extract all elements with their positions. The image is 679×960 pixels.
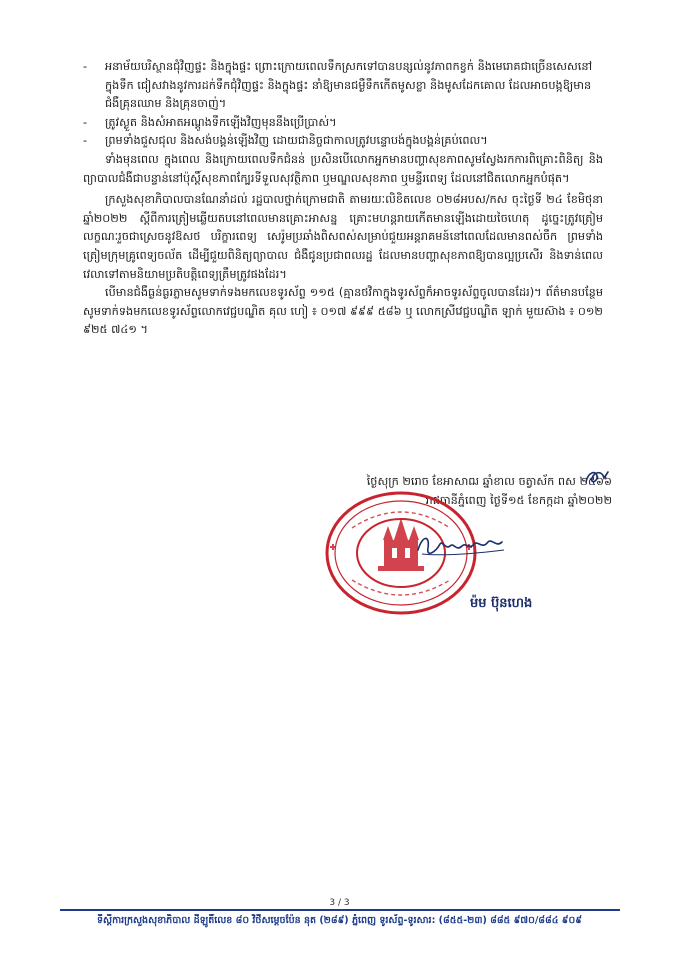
page-number: 3 / 3: [329, 898, 350, 908]
signer-name: ម៉ម ប៊ុនហេង: [470, 596, 533, 611]
bullet-text: ព្រមទាំងជួសជុល និងសង់បង្គន់ឡើងវិញ ដោយជានិច្ចជាកាលត្រូវបន្ទោបង់ក្នុងបង្គន់គ្រប់ពេល។: [105, 134, 488, 148]
initial-mark: [582, 466, 612, 488]
handwritten-signature: [412, 528, 512, 564]
bullet-item: [83, 132, 603, 151]
bullet-dash: -: [83, 115, 88, 129]
paragraph-flood-health: ទាំងមុនពេល ក្នុងពេល និងក្រោយពេលទឹកជំនន់ ប្រសិនបើលោកអ្នកមានបញ្ហាសុខភាពសូមស្វែងរកការពិគ្រោះពិនិត្យ និង ព្យាបាលជំងឺជាបន្ទាន់នៅប៉ុស្តិ៍សុខភាពក្បែរទីទួលសុវត្ថិភាព ឬមណ្ឌលសុខភាព ឬមន្ទីរពេទ្យ ដែលនៅជិតលោកអ្នកបំផុត។: [83, 152, 603, 185]
bullet-item: [83, 114, 603, 133]
bullet-item: [83, 58, 603, 114]
paragraph-ministry-guidance: ក្រសួងសុខាភិបាលបានណែនាំដល់ រដ្ឋបាលថ្នាក់ក្រោមជាតិ តាមរយៈលិខិតលេខ ០២៨អបស/កស ចុះថ្ងៃទី ២៤ ខែមិថុនា ឆ្នាំ២០២២ ស្ដីពីការត្រៀមឆ្លើយតបនៅពេលមានគ្រោះអាសន្ន គ្រោះមហន្តរាយកើតមានឡើងដោយចៃហេតុ ដូច្នេះត្រូវត្រៀមលក្ខណៈរួចជាស្រេចនូវឱសថ បរិក្ខារពេទ្យ សេរ៉ូមប្រឆាំងពិសពស់សម្រាប់ជួយអន្តរាគមន៍នៅពេលដែលមានពស់ចឹក ព្រមទាំងត្រៀមក្រុមគ្រូពេទ្យចល័ត ដើម្បីជួយពិនិត្យព្យាបាល ជំងឺជូនប្រជាពលរដ្ឋ ដែលមានបញ្ហាសុខភាពឱ្យបានល្អប្រសើរ និងទាន់ពេលវេលាទៅតាមនិយាមប្រតិបត្តិពេទ្យត្រឹមត្រូវផងដែរ។: [83, 193, 603, 281]
solar-date: រាជធានីភ្នំពេញ ថ្ងៃទី១៥ ខែកក្កដា ឆ្នាំ២០២២: [425, 494, 612, 507]
bullet-text: ត្រូវស្ងួត និងសំអាតអណ្ដូងទឹកឡើងវិញមុននឹងប្រើប្រាស់។: [105, 115, 337, 129]
bullet-dash: -: [83, 134, 88, 148]
footer-address: ទីស្ដីការក្រសួងសុខាភិបាល ដីឡូតិ៍លេខ ៨០ វិថីសម្ដេចប៉ែន នុត (២៨៩) ភ្នំពេញ ទូរស័ព្ទ-ទូរសារ: (៨៥៥-២៣) ៨៨៥ ៩៧០/៨៨៤ ៩០៩: [97, 915, 582, 926]
bullet-text: អនាម័យបរិស្ថានជុំវិញផ្ទះ និងក្នុងផ្ទះ ព្រោះក្រោយពេលទឹកស្រកទៅបានបន្សល់នូវភាពកខ្វក់ និងមេរោគជាច្រើនសេសនៅក្នុងទឹក ជៀសវាងនូវការដក់ទឹកជុំវិញផ្ទះ និងក្នុងផ្ទះ នាំឱ្យមានជម្ងឺទឹកកើតមូសខ្លា និងមូសដែកគោល ដែលអាចបង្កឱ្យមានជំងឺគ្រុនឈាម និងគ្រុនចាញ់។: [105, 60, 593, 111]
footer-divider: [60, 909, 620, 911]
lunar-date: ថ្ងៃសុក្រ ២រោច ខែអាសាឍ ឆ្នាំខាល ចត្វាស័ក ពស ២៥៦៦: [366, 475, 612, 488]
bullet-dash: -: [83, 60, 88, 73]
paragraph-hotline: បើមានជំងឺធ្ងន់ធ្ងរភ្លាមសូមទាក់ទងមកលេខទូរស័ព្ទ ១១៥ (គ្មានថវិកាក្នុងទូរស័ព្ទក៏អាចទូរស័ព្ទចូលបានដែរ)។ ព័ត៌មានបន្ថែម សូមទាក់ទងមកលេខទូរស័ព្ទលោកវេជ្ជបណ្ឌិត គុល ហៀ ៖ ០១៧ ៩៩៩ ៥៨៦ ឬ លោកស្រីវេជ្ជបណ្ឌិត ឡាក់ មួយស៊ាង ៖ ០១២ ៩២៥ ៧៤១ ។: [83, 286, 603, 337]
letter-body: [83, 58, 603, 340]
